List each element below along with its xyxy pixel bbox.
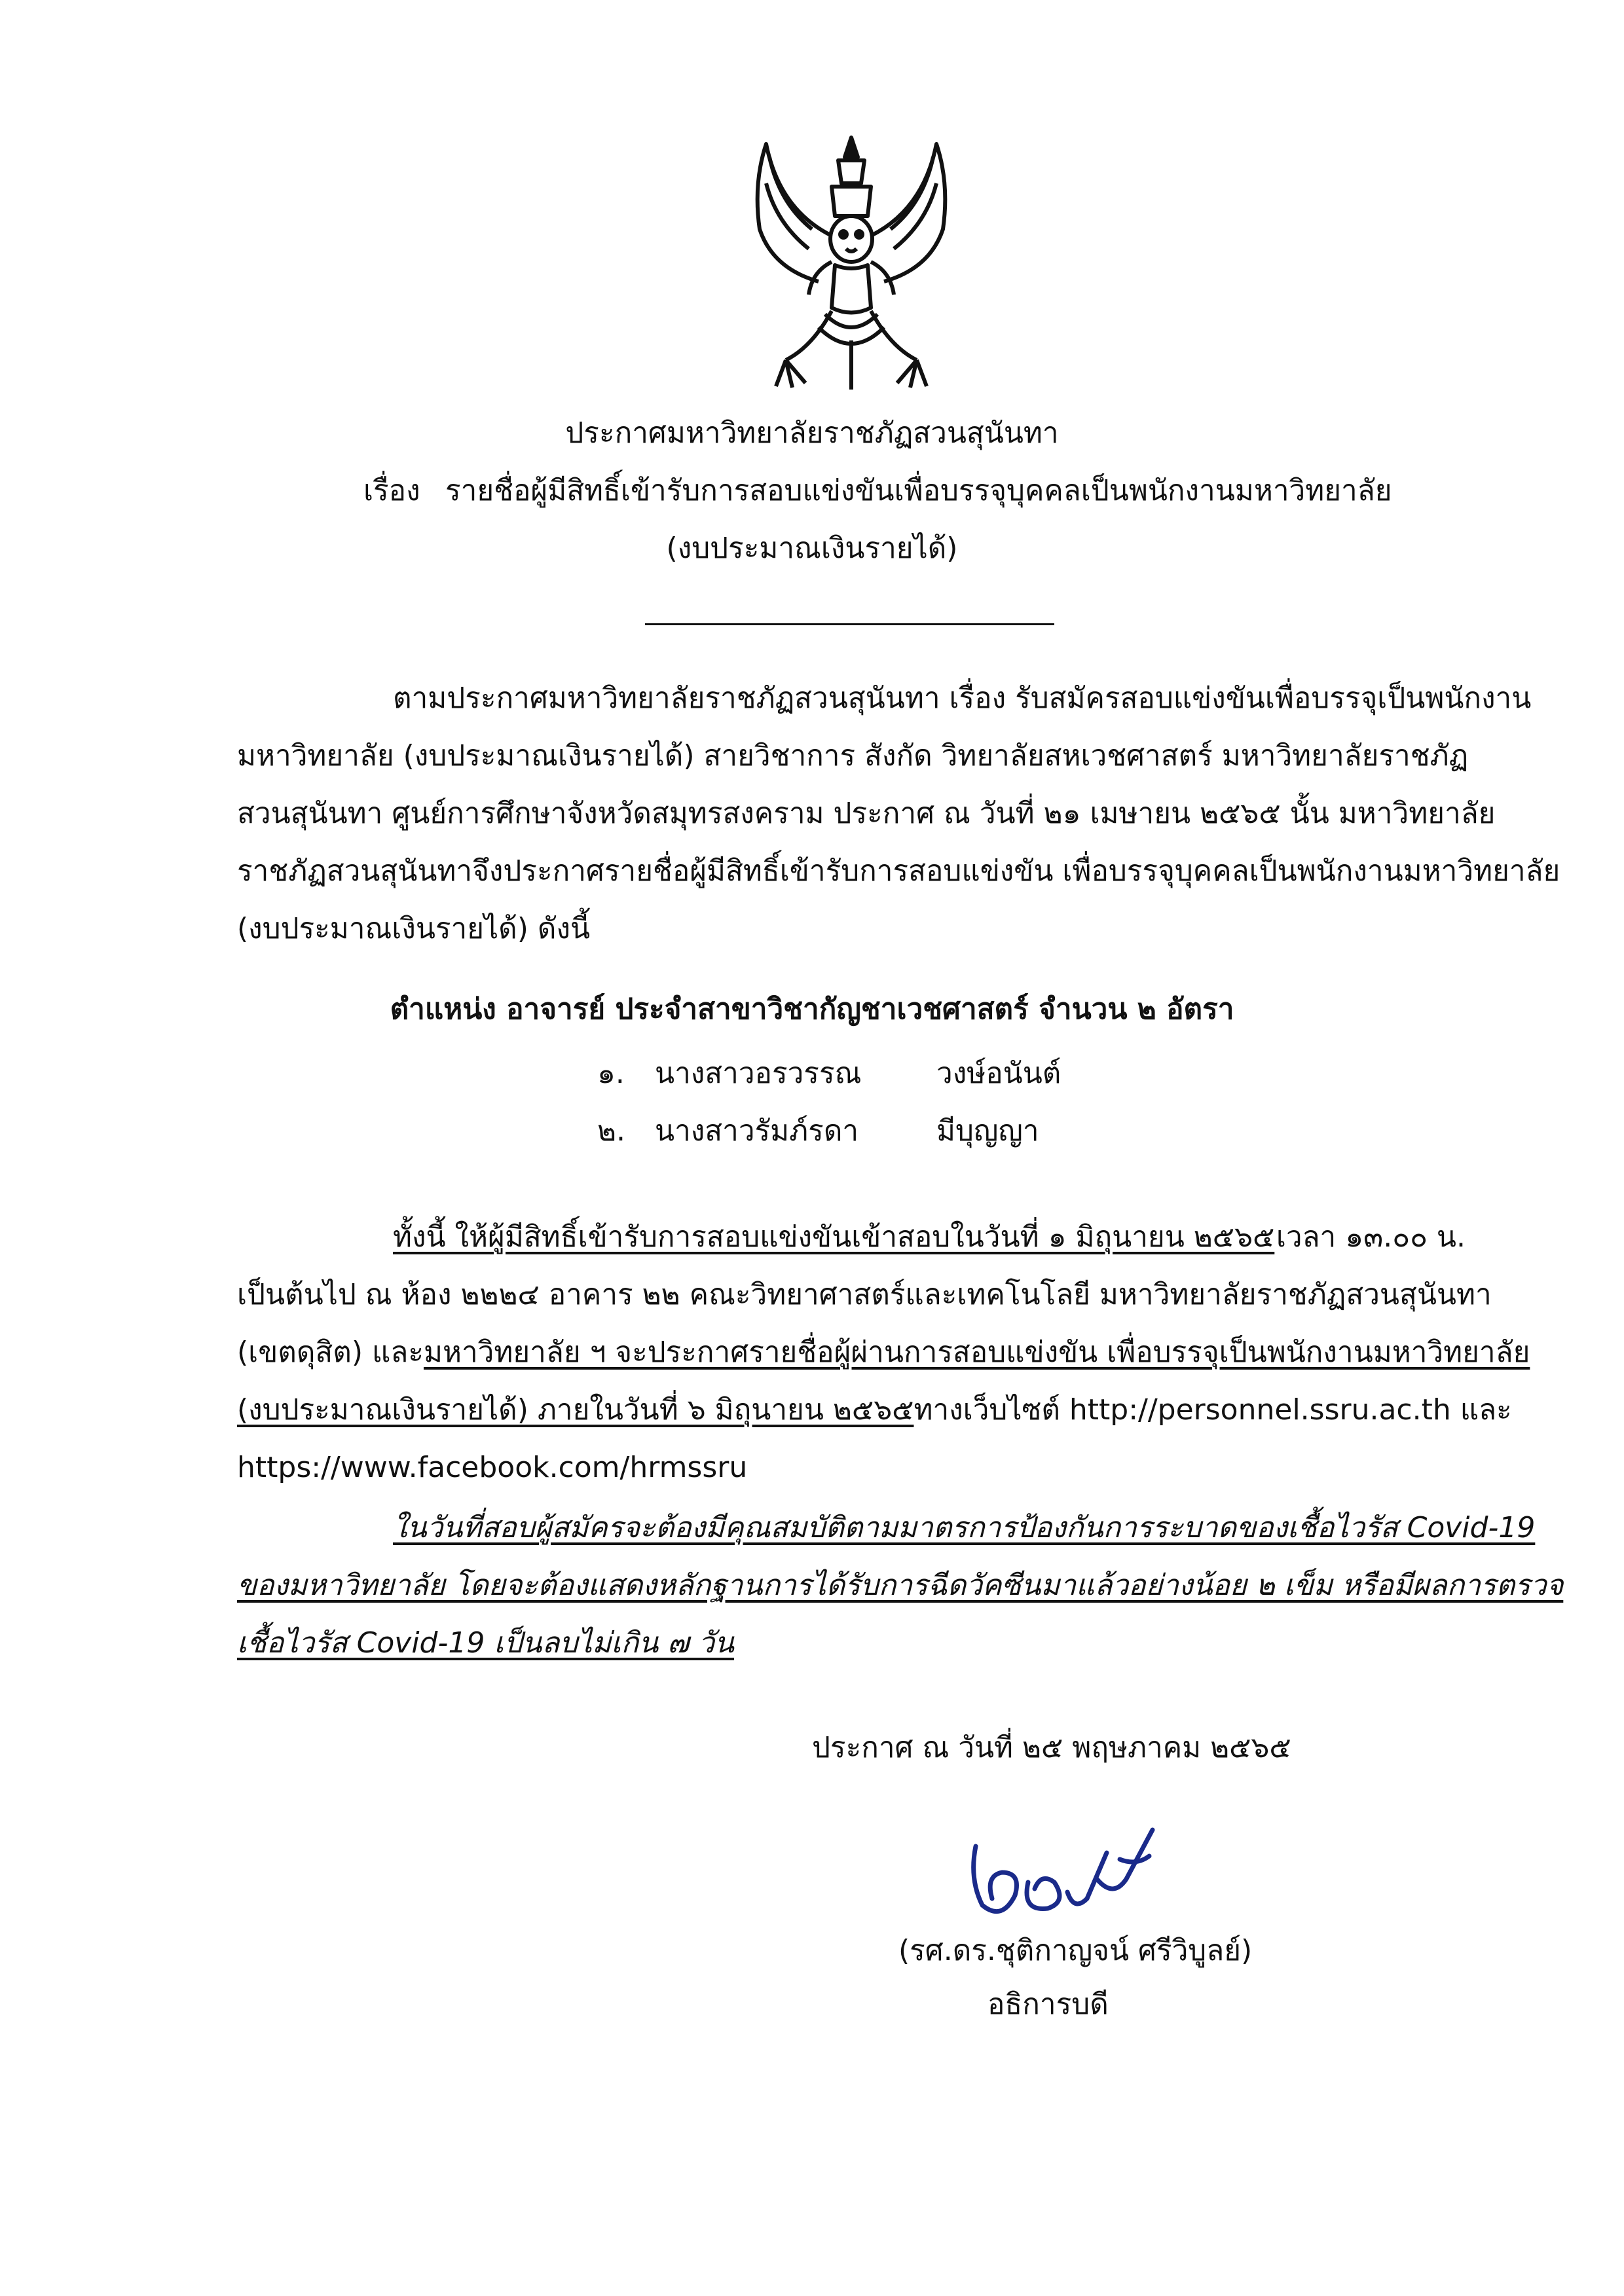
exam-line-3 [237,1333,1530,1372]
candidate-1-number: ๑. [597,1057,625,1090]
position-heading: ตำแหน่ง อาจารย์ ประจำสาขาวิชากัญชาเวชศาสตร์ จำนวน ๒ อัตรา [390,993,1234,1026]
covid-line-2: ของมหาวิทยาลัย โดยจะต้องแสดงหลักฐานการได้รับการฉีดวัคซีนมาแล้วอย่างน้อย ๒ เข็ม หรือมีผลการตรวจ [237,1569,1564,1602]
exam-line-4 [237,1391,1512,1430]
intro-line-3: สวนสุนันทา ศูนย์การศึกษาจังหวัดสมุทรสงคราม ประกาศ ณ วันที่ ๒๑ เมษายน ๒๕๖๕ นั้น มหาวิทยาลัย [237,797,1496,830]
exam-line-1 [393,1218,1466,1257]
candidate-2-lastname: มีบุญญา [936,1114,1039,1148]
signature [956,1820,1172,1931]
candidate-2-firstname: นางสาวรัมภ์รดา [655,1114,859,1148]
candidate-2-number: ๒. [597,1114,625,1148]
signer-name: (รศ.ดร.ชุติกาญจน์ ศรีวิบูลย์) [898,1934,1253,1967]
exam-line-2: เป็นต้นไป ณ ห้อง ๒๒๒๔ อาคาร ๒๒ คณะวิทยาศาสตร์และเทคโนโลยี มหาวิทยาลัยราชภัฏสวนสุนันทา [237,1278,1492,1311]
subject-text: รายชื่อผู้มีสิทธิ์เข้ารับการสอบแข่งขันเพื่อบรรจุบุคคลเป็นพนักงานมหาวิทยาลัย [445,474,1392,507]
intro-line-5: (งบประมาณเงินรายได้) ดังนี้ [237,912,591,945]
intro-line-4: ราชภัฏสวนสุนันทาจึงประกาศรายชื่อผู้มีสิทธิ์เข้ารับการสอบแข่งขัน เพื่อบรรจุบุคคลเป็นพนักงานมหาวิทยาลัย [237,854,1560,888]
result-date-text: (งบประมาณเงินรายได้) ภายในวันที่ ๖ มิถุนายน ๒๕๖๕ [237,1393,914,1427]
facebook-url: https://www.facebook.com/hrmssru [237,1451,748,1484]
title-divider [645,623,1054,625]
exam-time-text: เวลา ๑๓.๐๐ น. [1276,1220,1466,1254]
signer-title: อธิการบดี [987,1988,1109,2021]
budget-note: (งบประมาณเงินรายได้) [666,532,958,565]
subject-label: เรื่อง [363,474,420,507]
exam-line-3-result: มหาวิทยาลัย ฯ จะประกาศรายชื่อผู้ผ่านการสอบแข่งขัน เพื่อบรรจุเป็นพนักงานมหาวิทยาลัย [423,1336,1530,1369]
candidate-1-firstname: นางสาวอรวรรณ [655,1057,862,1090]
intro-line-1: ตามประกาศมหาวิทยาลัยราชภัฏสวนสุนันทา เรื่อง รับสมัครสอบแข่งขันเพื่อบรรจุเป็นพนักงาน [393,682,1532,715]
exam-line-3-start: (เขตดุสิต) และ [237,1336,424,1369]
covid-line-3: เชื้อไวรัส Covid-19 เป็นลบไม่เกิน ๗ วัน [237,1626,734,1660]
garuda-emblem [740,131,963,393]
candidate-1-lastname: วงษ์อนันต์ [936,1057,1061,1090]
announcement-title: ประกาศมหาวิทยาลัยราชภัฏสวนสุนันทา [565,416,1059,450]
covid-line-1: ในวันที่สอบผู้สมัครจะต้องมีคุณสมบัติตามมาตรการป้องกันการระบาดของเชื้อไวรัส Covid-19 [393,1511,1536,1544]
announce-date: ประกาศ ณ วันที่ ๒๕ พฤษภาคม ๒๕๖๕ [812,1731,1291,1764]
exam-date-text: ทั้งนี้ ให้ผู้มีสิทธิ์เข้ารับการสอบแข่งขันเข้าสอบในวันที่ ๑ มิถุนายน ๒๕๖๕ [393,1220,1275,1254]
intro-line-2: มหาวิทยาลัย (งบประมาณเงินรายได้) สายวิชาการ สังกัด วิทยาลัยสหเวชศาสตร์ มหาวิทยาลัยราชภัฏ [237,739,1469,773]
website-text: ทางเว็บไซต์ http://personnel.ssru.ac.th และ [913,1393,1512,1427]
